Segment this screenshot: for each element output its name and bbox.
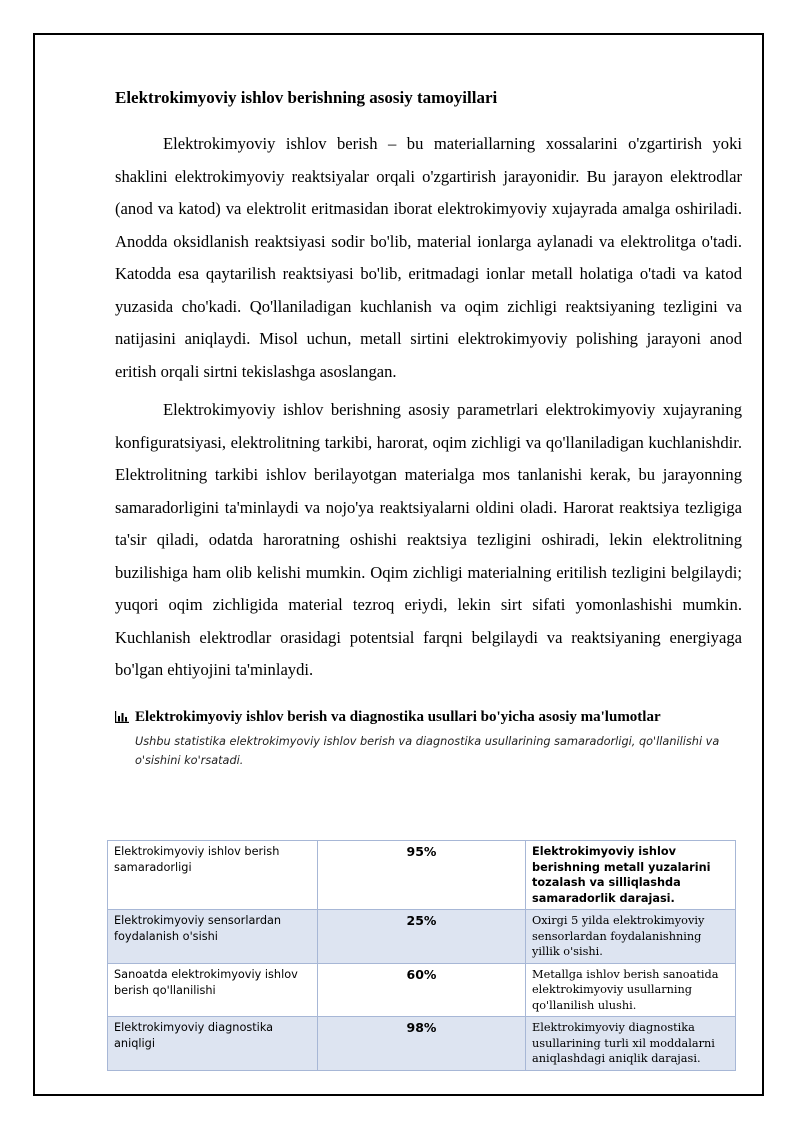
table-row xyxy=(108,1017,736,1071)
row-description: Elektrokimyoviy ishlov berishning metall yuzalarini tozalash va silliqlashda samaradorlik darajasi. xyxy=(526,841,736,910)
bar-chart-icon xyxy=(115,711,129,723)
table-row xyxy=(108,963,736,1017)
row-label: Elektrokimyoviy ishlov berish samaradorligi xyxy=(108,841,318,910)
stats-title xyxy=(115,709,742,726)
row-value: 25% xyxy=(318,910,526,964)
document-body xyxy=(115,86,742,774)
stats-table xyxy=(107,840,736,1071)
row-value: 95% xyxy=(318,841,526,910)
row-description: Metallga ishlov berish sanoatida elektrokimyoviy usullarning qo'llanilish ulushi. xyxy=(526,963,736,1017)
row-value: 60% xyxy=(318,963,526,1017)
table-row xyxy=(108,841,736,910)
table-row xyxy=(108,910,736,964)
stats-subtitle: Ushbu statistika elektrokimyoviy ishlov berish va diagnostika usullarining samaradorligi, qo'llanilishi va o'sishini ko'rsatadi. xyxy=(135,734,720,767)
stats-title-text: Elektrokimyoviy ishlov berish va diagnostika usullari bo'yicha asosiy ma'lumotlar xyxy=(135,708,661,725)
row-value: 98% xyxy=(318,1017,526,1071)
paragraph: Elektrokimyoviy ishlov berishning asosiy parametrlari elektrokimyoviy xujayraning konfiguratsiyasi, elektrolitning tarkibi, harorat, oqim zichligi va qo'llaniladigan kuchlanishdir. Elektrolitning tarkibi ishlov berilayotgan materialga mos tanlanishi kerak, bu jarayonning samaradorligini ta'minlaydi va nojo'ya reaktsiyalarni oldini oladi. Harorat reaktsiya tezligiga ta'sir qiladi, odatda haroratning oshishi reaktsiya tezligini oshiradi, lekin elektrolitning buzilishiga ham olib kelishi mumkin. Oqim zichligi materialning eritilish tezligini belgilaydi; yuqori oqim zichligida material tezroq eriydi, lekin sirt sifati yomonlashishi mumkin. Kuchlanish elektrodlar orasidagi potentsial farqni belgilaydi va reaktsiyaning energiyaga bo'lgan ehtiyojini ta'minlaydi. xyxy=(115,400,742,679)
row-description: Elektrokimyoviy diagnostika usullarining turli xil moddalarni aniqlashdagi aniqlik darajasi. xyxy=(526,1017,736,1071)
paragraph: Elektrokimyoviy ishlov berish – bu materiallarning xossalarini o'zgartirish yoki shaklini elektrokimyoviy reaktsiyalar orqali o'zgartirish jarayonidir. Bu jarayon elektrodlar (anod va katod) va elektrolit eritmasidan iborat elektrokimyoviy xujayrada amalga oshiriladi. Anodda oksidlanish reaktsiyasi sodir bo'lib, material ionlarga aylanadi va elektrolitga o'tadi. Katodda esa qaytarilish reaktsiyasi bo'lib, eritmadagi ionlar metall holatiga o'tadi va katod yuzasida cho'kadi. Qo'llaniladigan kuchlanish va oqim zichligi reaktsiyaning tezligini va natijasini aniqlaydi. Misol uchun, metall sirtini elektrokimyoviy polishing jarayoni anod eritish orqali sirtni tekislashga asoslangan. xyxy=(115,134,742,381)
row-description: Oxirgi 5 yilda elektrokimyoviy sensorlardan foydalanishning yillik o'sishi. xyxy=(526,910,736,964)
row-label: Elektrokimyoviy diagnostika aniqligi xyxy=(108,1017,318,1071)
row-label: Sanoatda elektrokimyoviy ishlov berish qo'llanilishi xyxy=(108,963,318,1017)
section-heading: Elektrokimyoviy ishlov berishning asosiy tamoyillari xyxy=(115,88,498,107)
row-label: Elektrokimyoviy sensorlardan foydalanish o'sishi xyxy=(108,910,318,964)
